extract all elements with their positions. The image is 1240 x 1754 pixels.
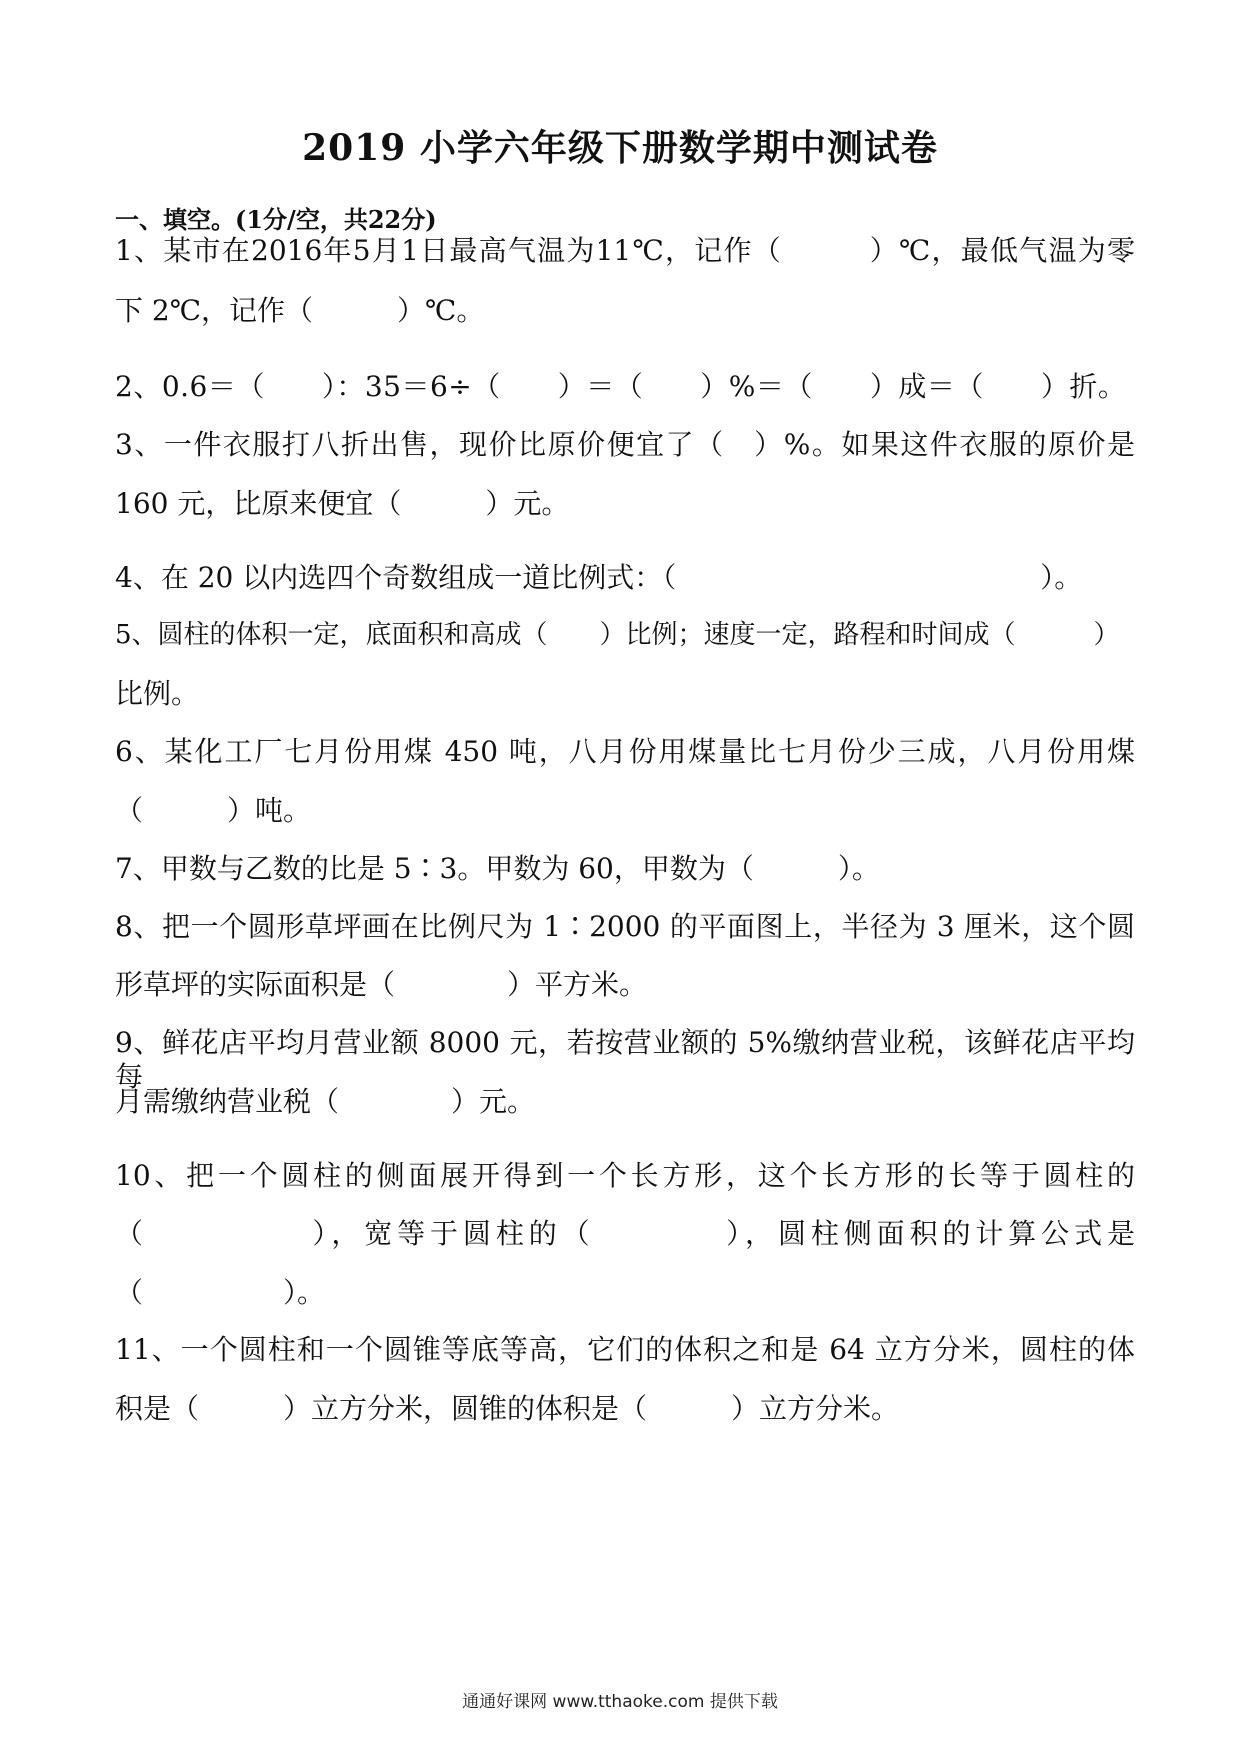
question-9-line-1: 9、鲜花店平均月营业额 8000 元，若按营业额的 5%缴纳营业税，该鲜花店平均每 [115, 1026, 1135, 1093]
question-6-line-2: （ ）吨。 [115, 794, 312, 827]
question-7-line-1: 7、甲数与乙数的比是 5∶3。甲数为 60，甲数为（ ）。 [115, 852, 880, 885]
question-3-line-1: 3、一件衣服打八折出售，现价比原价便宜了（ ）%。如果这件衣服的原价是 [115, 428, 1135, 461]
question-6-line-1: 6、某化工厂七月份用煤 450 吨，八月份用煤量比七月份少三成，八月份用煤 [115, 735, 1135, 768]
question-9-line-2: 月需缴纳营业税（ ）元。 [115, 1085, 536, 1118]
question-8-line-2: 形草坪的实际面积是（ ）平方米。 [115, 968, 648, 1001]
section-heading: 一、填空。(1分/空，共22分) [115, 205, 437, 234]
question-3-line-2: 160 元，比原来便宜（ ）元。 [115, 487, 570, 520]
question-1-line-2: 下 2℃，记作（ ）℃。 [115, 294, 485, 327]
question-1-line-1: 1、某市在2016年5月1日最高气温为11℃，记作（ ）℃，最低气温为零 [115, 234, 1135, 267]
question-2-line-1: 2、0.6＝（ ）：35＝6÷（ ）＝（ ）%＝（ ）成＝（ ）折。 [115, 370, 1127, 403]
question-4-line-1: 4、在 20 以内选四个奇数组成一道比例式：（ ）。 [115, 561, 1083, 594]
question-11-line-1: 11、一个圆柱和一个圆锥等底等高，它们的体积之和是 64 立方分米，圆柱的体 [115, 1333, 1135, 1366]
question-5-line-2: 比例。 [115, 677, 200, 710]
question-5-line-1: 5、圆柱的体积一定，底面积和高成（ ）比例；速度一定，路程和时间成（ ） [115, 620, 1120, 650]
question-10-line-1: 10、把一个圆柱的侧面展开得到一个长方形，这个长方形的长等于圆柱的 [115, 1159, 1135, 1192]
page-title: 2019 小学六年级下册数学期中测试卷 [302, 127, 938, 169]
question-10-line-3: （ ）。 [115, 1276, 326, 1309]
question-10-line-2: （ ），宽等于圆柱的（ ），圆柱侧面积的计算公式是 [115, 1217, 1135, 1250]
footer-credit: 通通好课网 www.tthaoke.com 提供下载 [462, 1692, 778, 1712]
question-11-line-2: 积是（ ）立方分米，圆锥的体积是（ ）立方分米。 [115, 1392, 900, 1425]
question-8-line-1: 8、把一个圆形草坪画在比例尺为 1∶2000 的平面图上，半径为 3 厘米，这个圆 [115, 910, 1135, 943]
